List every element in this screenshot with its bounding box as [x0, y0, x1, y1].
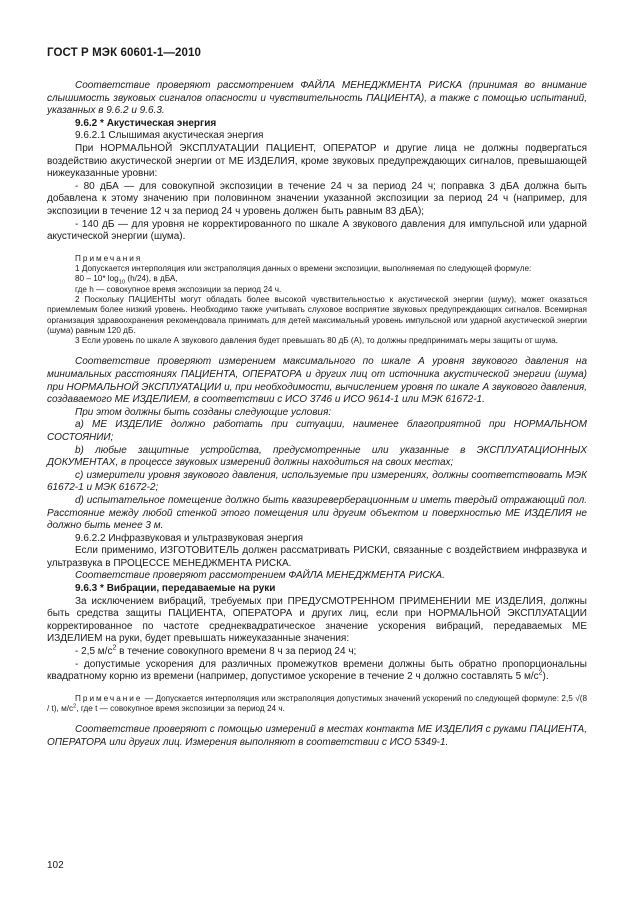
formula-explanation: где h — совокупное время экспозиции за период 24 ч. — [75, 284, 282, 294]
page-content — [47, 80, 587, 750]
note-item: 1 Допускается интерполяция или экстраполяция данных о времени экспозиции, выполняемая по следующей формуле: — [75, 264, 532, 274]
page-number: 102 — [47, 860, 64, 871]
compliance-paragraph: Соответствие проверяют рассмотрением ФАЙЛА МЕНЕДЖМЕНТА РИСКА (принимая во внимание слышимость звуковых сигналов опасности и чувствительность ПАЦИЕНТА), а также с помощью испытаний, указанных в 9.6.2 и 9.6.3. — [47, 80, 587, 117]
list-item: c) измерители уровня звукового давления, используемые при измерениях, должны соответствовать МЭК 61672-1 и МЭК 61672-2; — [47, 469, 587, 494]
body-paragraph: При НОРМАЛЬНОЙ ЭКСПЛУАТАЦИИ ПАЦИЕНТ, ОПЕРАТОР и другие лица не должны подвергаться воздействию акустической энергии от МЕ ИЗДЕЛИЯ, кроме звуковых предупреждающих сигналов, превышающей нижеуказанные уровни: — [47, 142, 587, 180]
compliance-paragraph: Соответствие проверяют измерением максимального по шкале А уровня звукового давления на минимальных расстояниях ПАЦИЕНТА, ОПЕРАТОРА и других лиц от источника акустической энергии (шума) при НОРМАЛЬНОЙ ЭКСПЛУАТАЦИИ и, при необходимости, вычислением уровня по шкале А звукового давления, создаваемого МЕ ИЗДЕЛИЕМ, в соответствии с ИСО 3746 и ИСО 9614-1 или МЭК 61672-1. — [47, 356, 587, 406]
formula-line: 80 – 10* $\log_{10} (h/24)$, в дБА, — [75, 274, 178, 286]
standard-header: ГОСТ Р МЭК 60601-1—2010 — [47, 47, 201, 59]
list-item: - 140 дБ — для уровня не корректированного по шкале А звукового давления для импульсной или ударной акустической энергии (шума). — [47, 218, 587, 243]
list-item: b) любые защитные устройства, предусмотренные или указанные в ЭКСПЛУАТАЦИОННЫХ ДОКУМЕНТАХ, в процессе звуковых измерений должны находиться на своих местах; — [47, 444, 587, 469]
compliance-paragraph: Соответствие проверяют с помощью измерений в местах контакта МЕ ИЗДЕЛИЯ с руками ПАЦИЕНТА, ОПЕРАТОРА или других лиц. Измерения выполняют в соответствии с ИСО 5349-1. — [47, 724, 587, 749]
note-item: 2 Поскольку ПАЦИЕНТЫ могут обладать более высокой чувствительностью к акустической энергии (шуму), может оказаться приемлемым более низкий уровень. Необходимо также учитывать слуховое восприятие звуковых предупреждающих сигналов. Всемирная организация здравоохранения рекомендовала принимать для детей максимальный уровень импульсной или ударной акустической энергии (шума) равным 120 дБ. — [47, 294, 587, 335]
notes-block — [47, 254, 587, 347]
body-paragraph: За исключением вибраций, требуемых при ПРЕДУСМОТРЕННОМ ПРИМЕНЕНИИ МЕ ИЗДЕЛИЯ, должны быть средства защиты ПАЦИЕНТА, ОПЕРАТОРА и других лиц, если при НОРМАЛЬНОЙ ЭКСПЛУАТАЦИИ корректированное по частоте среднеквадратическое значение ускорения вибраций, передаваемых МЕ ИЗДЕЛИЕМ на руки, будет превышать нижеуказанные значения: — [47, 595, 587, 645]
list-item: - допустимые ускорения для различных промежутков времени должны быть обратно пропорциональны квадратному корню из времени (например, допустимое ускорение в течение 2 ч должно составлять 5 $м/с^2$). — [47, 658, 587, 683]
body-paragraph: Если применимо, ИЗГОТОВИТЕЛЬ должен рассматривать РИСКИ, связанные с воздействием инфразвука и ультразвука в ПРОЦЕССЕ МЕНЕДЖМЕНТА РИСКА. — [47, 545, 587, 569]
section-heading-9-6-3: 9.6.3 * Вибрации, передаваемые на руки — [75, 583, 276, 595]
note-item: Примечание — Допускается интерполяция или экстраполяция допустимых значений ускорений по следующей формуле: 2,5 √(8 / t), $м/с^2$, где t — совокупное время экспозиции за период 24 ч. — [47, 693, 587, 714]
section-heading-9-6-2: 9.6.2 * Акустическая энергия — [75, 117, 217, 129]
list-item: d) испытательное помещение должно быть квазиреверберационным и иметь твердый отражающий пол. Расстояние между любой стенкой этого помещения или другим объектом и поверхностью МЕ ИЗДЕЛИЯ не должно быть менее 3 м. — [47, 494, 587, 532]
list-item: a) МЕ ИЗДЕЛИЕ должно работать при ситуации, наименее благоприятной при НОРМАЛЬНОМ СОСТОЯНИИ; — [47, 419, 587, 443]
body-paragraph: При этом должны быть созданы следующие условия: — [75, 406, 332, 418]
subsection-heading-9-6-2-1: 9.6.2.1 Слышимая акустическая энергия — [75, 130, 264, 142]
list-item: - 80 дБА — для совокупной экспозиции в течение 24 ч за период 24 ч; поправка 3 дБА должна быть добавлена к этому значению при половинном значении указанной экспозиции за период 24 ч (например, для экспозиции в течение 12 ч за период 24 ч уровень должен быть равным 83 дБА); — [47, 180, 587, 217]
subsection-heading-9-6-2-2: 9.6.2.2 Инфразвуковая и ультразвуковая энергия — [75, 532, 304, 544]
compliance-paragraph: Соответствие проверяют рассмотрением ФАЙЛА МЕНЕДЖМЕНТА РИСКА. — [75, 570, 445, 582]
notes-label: Примечания — [75, 253, 143, 263]
list-item: - 2,5 $м/с^2$ в течение совокупного времени 8 ч за период 24 ч; — [75, 644, 357, 658]
note-item: 3 Если уровень по шкале А звукового давления будет превышать 80 дБ (А), то должны предпринимать меры защиты от шума. — [75, 336, 558, 346]
note-block — [47, 694, 587, 715]
